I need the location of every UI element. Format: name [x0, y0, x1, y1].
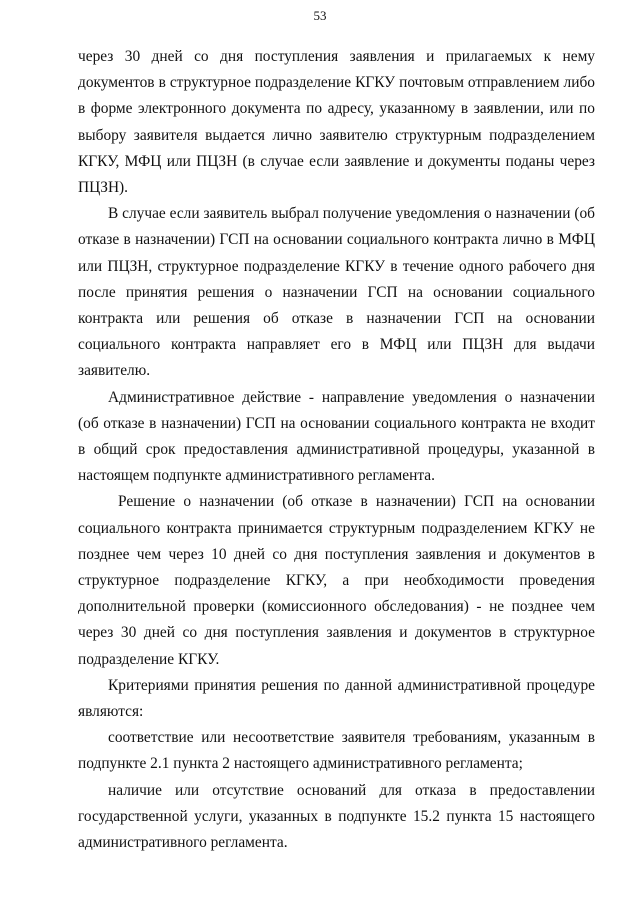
paragraph-administrative-action: Административное действие - направление уведомления о назначении (об отказе в назначении) ГСП на основании социального контракта не входит в общий срок предоставления административной процедуры, указанной в настоящем подпункте административного регламента.	[78, 388, 595, 485]
paragraph-criterion-compliance: соответствие или несоответствие заявителя требованиям, указанным в подпункте 2.1 пункта 2 настоящего административного регламента;	[78, 729, 595, 773]
paragraph-notification-delivery: В случае если заявитель выбрал получение уведомления о назначении (об отказе в назначении) ГСП на основании социального контракта лично в МФЦ или ПЦЗН, структурное подразделение КГКУ в течение одного рабочего дня после принятия решения о назначении ГСП на основании социального контракта или решения об отказе в назначении ГСП на основании социального контракта направляет его в МФЦ или ПЦЗН для выдачи заявителю.	[78, 205, 595, 380]
paragraph-criterion-refusal-grounds: наличие или отсутствие оснований для отказа в предоставлении государственной услуги, указанных в подпункте 15.2 пункта 15 настоящего административного регламента.	[78, 781, 595, 852]
document-body	[78, 44, 595, 856]
page-number: 53	[313, 8, 327, 23]
paragraph-continuation: через 30 дней со дня поступления заявления и прилагаемых к нему документов в структурное подразделение КГКУ почтовым отправлением либо в форме электронного документа по адресу, указанному в заявлении, или по выбору заявителя выдается лично заявителю структурным подразделением КГКУ, МФЦ или ПЦЗН (в случае если заявление и документы поданы через ПЦЗН).	[78, 48, 595, 197]
paragraph-decision-terms: Решение о назначении (об отказе в назначении) ГСП на основании социального контракта принимается структурным подразделением КГКУ не позднее чем через 10 дней со дня поступления заявления и документов в структурное подразделение КГКУ, а при необходимости проведения дополнительной проверки (комиссионного обследования) - не позднее чем через 30 дней со дня поступления заявления и документов в структурное подразделение КГКУ.	[78, 493, 595, 668]
paragraph-criteria-intro: Критериями принятия решения по данной административной процедуре являются:	[78, 676, 595, 721]
